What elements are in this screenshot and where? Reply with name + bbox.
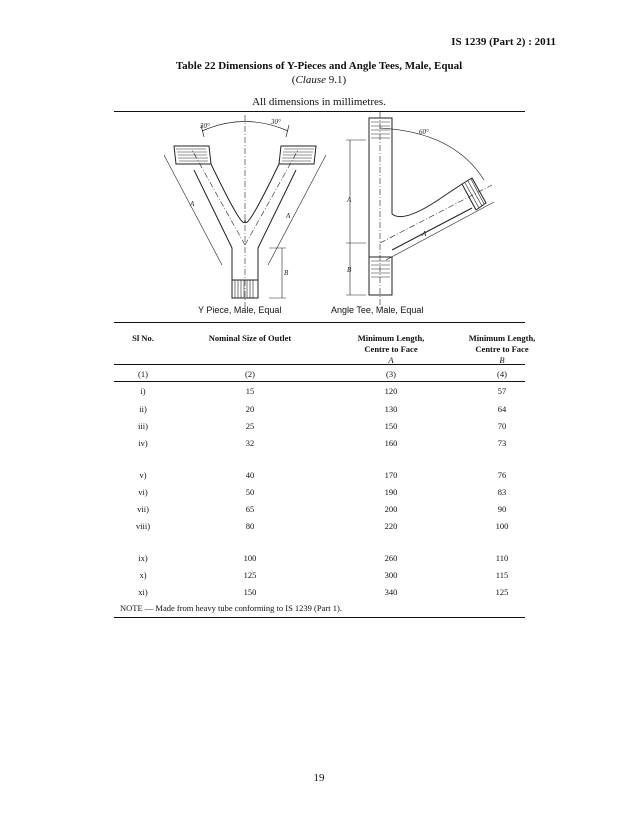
column-number-rule — [114, 381, 525, 382]
label-dim-b-ypiece: B — [284, 269, 289, 277]
table-row: vi) 50 190 83 — [138, 487, 507, 497]
table-row: ix) 100 260 110 — [138, 553, 509, 563]
column-header-nominal-size: Nominal Size of Outlet — [208, 333, 292, 343]
label-angle-30-right: 30° — [271, 118, 281, 126]
table-row: vii) 65 200 90 — [137, 504, 507, 514]
table-title: Table 22 Dimensions of Y-Pieces and Angle Tees, Male, Equal — [175, 60, 463, 72]
angle-tee-drawing — [346, 112, 494, 310]
fittings-drawing — [114, 110, 525, 320]
y-piece-caption: Y Piece, Male, Equal — [198, 305, 282, 315]
header-top-rule — [114, 322, 525, 323]
table-row: xi) 150 340 125 — [138, 587, 509, 597]
table-row: viii) 80 220 100 — [135, 521, 509, 531]
label-dim-a-branch: A — [422, 230, 427, 238]
label-angle-60: 60° — [419, 128, 429, 136]
header-bottom-rule — [114, 364, 525, 365]
table-row: ii) 20 130 64 — [139, 404, 507, 414]
page-number: 19 — [313, 772, 325, 784]
angle-tee-caption: Angle Tee, Male, Equal — [331, 305, 424, 315]
table-row: iii) 25 150 70 — [138, 421, 507, 431]
label-dim-a-left: A — [190, 200, 195, 208]
label-angle-30-left: 30° — [200, 122, 210, 130]
table-clause-reference: (Clause 9.1) — [291, 74, 347, 86]
column-number-row: (1) (2) (3) (4) — [138, 369, 507, 379]
label-dim-a-right: A — [286, 212, 291, 220]
table-row: x) 125 300 115 — [139, 570, 509, 580]
column-header-sl-no: Sl No. — [132, 333, 154, 343]
standard-number: IS 1239 (Part 2) : 2011 — [451, 36, 556, 48]
y-piece-drawing — [164, 115, 326, 310]
table-units-note: All dimensions in millimetres. — [252, 96, 386, 108]
table-row: iv) 32 160 73 — [138, 438, 507, 448]
label-dim-a-tee: A — [347, 196, 352, 204]
column-header-min-length-b: Minimum Length, Centre to Face B — [468, 333, 536, 365]
column-header-min-length-a: Minimum Length, Centre to Face A — [357, 333, 425, 365]
bottom-rule — [114, 617, 525, 618]
table-row: v) 40 170 76 — [139, 470, 507, 480]
label-dim-b-tee: B — [347, 266, 352, 274]
table-note: NOTE — Made from heavy tube conforming to IS 1239 (Part 1). — [120, 603, 342, 613]
table-row: i) 15 120 57 — [140, 386, 507, 396]
